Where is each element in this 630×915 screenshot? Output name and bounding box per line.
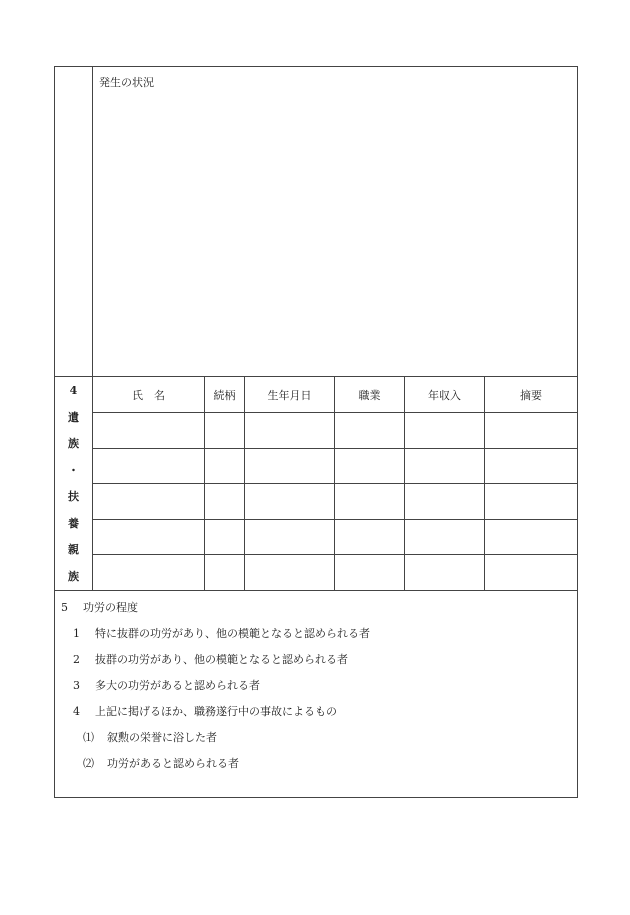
merit-cell (55, 591, 578, 798)
merit-item-number: 3 (73, 679, 80, 692)
merit-subitem-number: ⑴ (83, 731, 94, 744)
cell-remarks[interactable] (485, 519, 578, 555)
cell-birthdate[interactable] (245, 413, 335, 449)
family-side-char: 扶 (68, 490, 79, 503)
merit-item (73, 625, 370, 641)
cell-annual-income[interactable] (405, 448, 485, 484)
cell-remarks[interactable] (485, 555, 578, 591)
cell-birthdate[interactable] (245, 484, 335, 520)
cell-occupation[interactable] (335, 448, 405, 484)
merit-item-text: 上記に掲げるほか、職務遂行中の事故によるもの (95, 705, 337, 718)
cell-annual-income[interactable] (405, 413, 485, 449)
cell-birthdate[interactable] (245, 448, 335, 484)
cell-relationship[interactable] (205, 484, 245, 520)
cell-relationship[interactable] (205, 555, 245, 591)
family-header-row (55, 377, 578, 413)
family-side-char: 遺 (68, 410, 79, 424)
family-side-char: ・ (68, 463, 79, 477)
situation-side-cell (55, 67, 93, 377)
form-table (54, 66, 578, 798)
family-side-char: 族 (68, 569, 79, 583)
merit-subitem (83, 729, 217, 745)
cell-annual-income[interactable] (405, 519, 485, 555)
merit-item-text: 抜群の功労があり、他の模範となると認められる者 (95, 653, 348, 666)
merit-item (73, 677, 260, 693)
family-side-char: 族 (68, 437, 79, 450)
cell-relationship[interactable] (205, 448, 245, 484)
cell-birthdate[interactable] (245, 519, 335, 555)
merit-item-text: 特に抜群の功労があり、他の模範となると認められる者 (95, 627, 370, 640)
family-side-char: 養 (68, 516, 79, 530)
situation-cell[interactable] (93, 67, 578, 377)
cell-remarks[interactable] (485, 448, 578, 484)
merit-row (55, 591, 578, 798)
merit-item-number: 4 (73, 705, 80, 718)
cell-remarks[interactable] (485, 413, 578, 449)
family-side-char: 4 (69, 384, 78, 397)
header-birthdate: 生年月日 (245, 377, 335, 413)
situation-label: 発生の状況 (99, 76, 154, 89)
family-side-label (55, 377, 93, 591)
cell-occupation[interactable] (335, 519, 405, 555)
cell-annual-income[interactable] (405, 484, 485, 520)
family-row (55, 555, 578, 591)
merit-title: 功労の程度 (83, 601, 138, 614)
header-relationship: 続柄 (205, 377, 245, 413)
cell-occupation[interactable] (335, 413, 405, 449)
merit-item (73, 651, 348, 667)
cell-remarks[interactable] (485, 484, 578, 520)
cell-annual-income[interactable] (405, 555, 485, 591)
cell-name[interactable] (93, 555, 205, 591)
application-form (54, 66, 577, 798)
merit-number: 5 (61, 601, 68, 614)
cell-birthdate[interactable] (245, 555, 335, 591)
merit-item (73, 703, 337, 719)
merit-item-number: 2 (73, 653, 80, 666)
cell-name[interactable] (93, 413, 205, 449)
merit-subitem-text: 叙勲の栄誉に浴した者 (107, 731, 217, 744)
family-row (55, 519, 578, 555)
cell-occupation[interactable] (335, 555, 405, 591)
cell-name[interactable] (93, 519, 205, 555)
merit-subitem-text: 功労があると認められる者 (107, 757, 239, 770)
cell-relationship[interactable] (205, 519, 245, 555)
family-side-char: 親 (68, 543, 79, 556)
cell-name[interactable] (93, 484, 205, 520)
header-remarks: 摘要 (485, 377, 578, 413)
merit-subitem (83, 755, 239, 771)
situation-row (55, 67, 578, 377)
family-row (55, 448, 578, 484)
merit-item-text: 多大の功労があると認められる者 (95, 679, 260, 692)
family-row (55, 413, 578, 449)
cell-occupation[interactable] (335, 484, 405, 520)
cell-relationship[interactable] (205, 413, 245, 449)
header-name: 氏 名 (93, 377, 205, 413)
cell-name[interactable] (93, 448, 205, 484)
header-occupation: 職業 (335, 377, 405, 413)
merit-subitem-number: ⑵ (83, 757, 94, 770)
header-annual-income: 年収入 (405, 377, 485, 413)
merit-item-number: 1 (73, 627, 80, 640)
merit-heading (61, 599, 138, 615)
merit-section (55, 591, 577, 797)
family-row (55, 484, 578, 520)
